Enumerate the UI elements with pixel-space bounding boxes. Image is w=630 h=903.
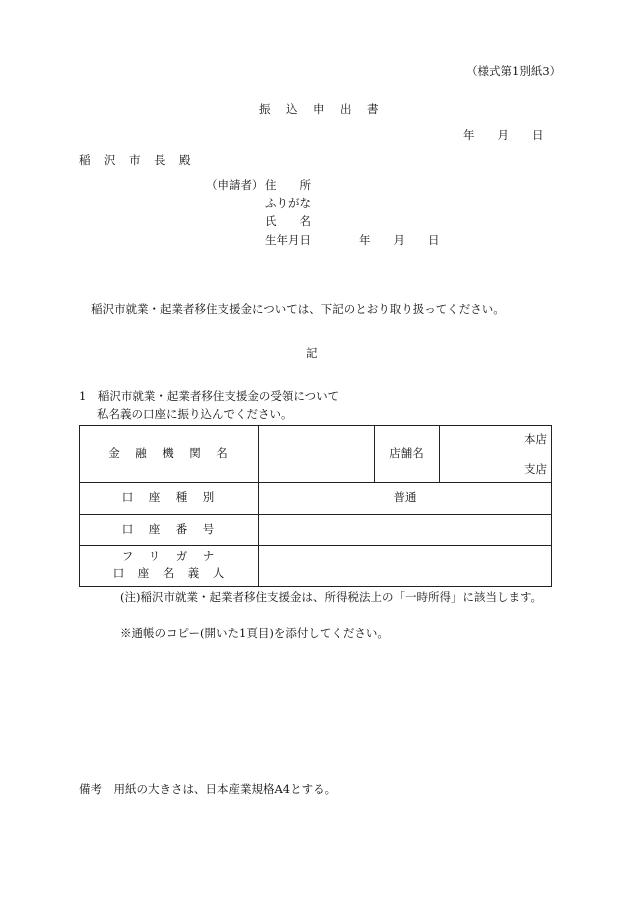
branch-label: 店舗名 <box>389 446 424 460</box>
furigana-label: ふりがな <box>265 196 311 210</box>
form-number: （様式第1別紙3） <box>466 64 562 78</box>
date-line: 年 月 日 <box>463 128 544 142</box>
applicant-label: （申請者） <box>206 178 264 192</box>
table-row-divider <box>80 545 551 546</box>
address-label: 住 所 <box>265 178 311 192</box>
bank-account-table <box>79 425 552 587</box>
table-column-divider <box>258 426 259 586</box>
branch-office-text: 支店 <box>524 462 547 476</box>
table-row-divider <box>80 514 551 515</box>
bank-name-label: 金 融 機 関 名 <box>108 446 230 460</box>
addressee: 稲 沢 市 長 殿 <box>79 153 192 167</box>
dob-label: 生年月日 <box>265 233 311 247</box>
table-row-divider <box>80 482 551 483</box>
account-number-label: 口 座 番 号 <box>121 522 217 536</box>
remark-text: 備考 用紙の大きさは、日本産業規格A4とする。 <box>79 782 337 796</box>
name-label: 氏 名 <box>265 214 311 228</box>
furigana-row-label: フ リ ガ ナ <box>121 549 217 563</box>
head-office-text: 本店 <box>524 432 547 446</box>
section1-title: 1 稲沢市就業・起業者移住支援金の受領について <box>79 389 340 403</box>
ki-heading: 記 <box>306 346 318 360</box>
tax-note: (注)稲沢市就業・起業者移住支援金は、所得税法上の「一時所得」に該当します。 <box>120 590 543 604</box>
intro-text: 稲沢市就業・起業者移住支援金については、下記のとおり取り扱ってください。 <box>91 302 505 316</box>
passbook-note: ※通帳のコピー(開いた1頁目)を添付してください。 <box>120 626 389 640</box>
account-type-value: 普通 <box>393 490 417 504</box>
account-type-label: 口 座 種 別 <box>121 490 217 504</box>
account-holder-label: 口 座 名 義 人 <box>112 566 226 580</box>
dob-value: 年 月 日 <box>359 233 440 247</box>
table-column-divider <box>439 426 440 482</box>
section1-subtext: 私名義の口座に振り込んでください。 <box>97 407 293 421</box>
document-title: 振 込 申 出 書 <box>259 102 381 116</box>
